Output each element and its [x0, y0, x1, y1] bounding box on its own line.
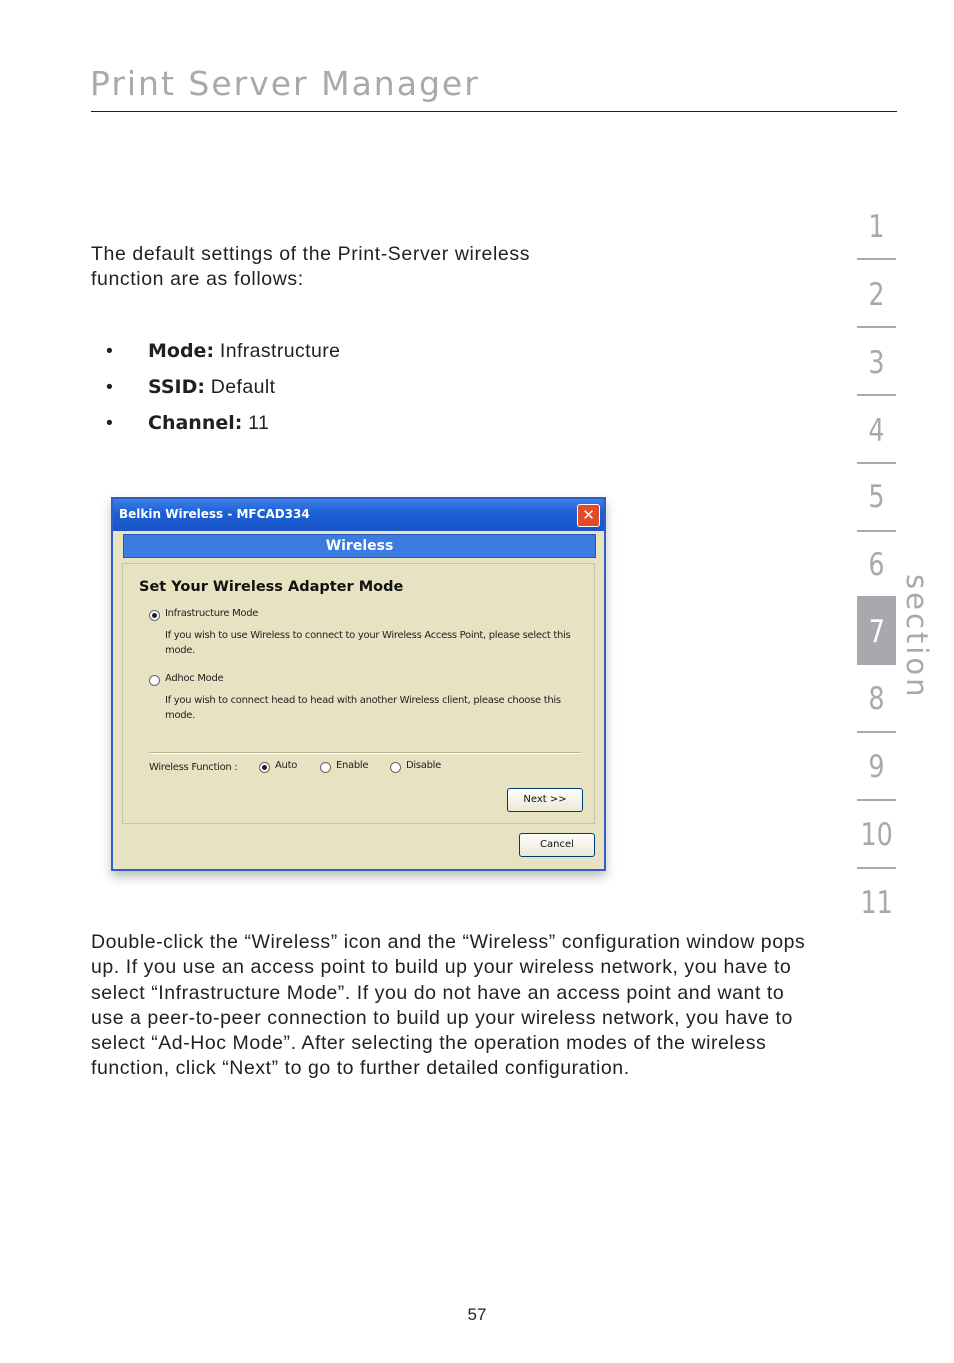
- section-nav-item-9[interactable]: 9: [868, 749, 885, 785]
- section-nav-item-6[interactable]: 6: [868, 547, 885, 583]
- section-nav-item-4[interactable]: 4: [868, 413, 885, 449]
- adhoc-mode-label: Adhoc Mode: [165, 673, 224, 684]
- section-label: section: [900, 574, 934, 700]
- section-nav-item-10[interactable]: 10: [860, 817, 893, 853]
- infrastructure-mode-label: Infrastructure Mode: [165, 608, 259, 619]
- dialog-banner: Wireless: [123, 534, 596, 558]
- header-rule: [91, 111, 897, 112]
- section-nav-item-5[interactable]: 5: [868, 479, 885, 515]
- section-nav-divider: [857, 258, 896, 260]
- dialog-titlebar: [113, 499, 604, 531]
- dialog-divider: [149, 752, 581, 754]
- section-nav-item-11[interactable]: 11: [860, 885, 893, 921]
- page-header-title: Print Server Manager: [90, 64, 480, 103]
- section-nav-divider: [857, 731, 896, 733]
- section-nav-divider: [857, 530, 896, 532]
- dialog-heading: Set Your Wireless Adapter Mode: [139, 579, 404, 595]
- body-paragraph: Double-click the “Wireless” icon and the “Wireless” configuration window pops up. If you use an access point to build up your wireless network, you have to select “Infrastructure Mode”. If you do not have an access point and want to use a peer-to-peer connection to build up your wireless network, you have to select “Ad-Hoc Mode”. After selecting the operation modes of the wireless function, click “Next” to go to further detailed configuration.: [91, 931, 806, 1080]
- wireless-function-auto-label: Auto: [275, 760, 298, 771]
- section-nav-divider: [857, 867, 896, 869]
- adhoc-mode-radio[interactable]: [149, 675, 160, 686]
- section-nav-item-3[interactable]: 3: [868, 345, 885, 381]
- wireless-function-enable-label: Enable: [336, 760, 369, 771]
- wireless-function-enable-radio[interactable]: [320, 762, 331, 773]
- setting-label: Channel:: [148, 412, 243, 434]
- wireless-function-disable-label: Disable: [406, 760, 441, 771]
- section-nav-divider: [857, 326, 896, 328]
- section-nav-item-7-active[interactable]: [857, 596, 896, 665]
- bullet-icon: •: [106, 412, 114, 434]
- bullet-icon: •: [106, 340, 114, 362]
- section-nav-item-2[interactable]: 2: [868, 277, 885, 313]
- intro-paragraph: The default settings of the Print-Server wireless function are as follows:: [91, 243, 531, 290]
- wireless-function-label: Wireless Function :: [149, 762, 238, 773]
- section-nav-divider: [857, 462, 896, 464]
- setting-value: Infrastructure: [219, 340, 341, 362]
- section-nav-item-8[interactable]: 8: [868, 681, 885, 717]
- wireless-function-disable-radio[interactable]: [390, 762, 401, 773]
- setting-value: Default: [210, 376, 276, 398]
- setting-label: SSID:: [148, 376, 205, 398]
- page-number: 57: [467, 1305, 487, 1324]
- section-nav-item-7-label: 7: [868, 614, 885, 650]
- infrastructure-mode-description: If you wish to use Wireless to connect to your Wireless Access Point, please select this mode.: [165, 630, 571, 656]
- wireless-function-auto-radio[interactable]: [259, 762, 270, 773]
- next-button[interactable]: Next >>: [507, 788, 583, 812]
- dialog-title: Belkin Wireless - MFCAD334: [119, 507, 310, 521]
- section-nav-divider: [857, 394, 896, 396]
- wireless-dialog-screenshot: [111, 497, 606, 871]
- infrastructure-mode-radio[interactable]: [149, 610, 160, 621]
- section-nav-divider: [857, 799, 896, 801]
- cancel-button[interactable]: Cancel: [519, 833, 595, 857]
- bullet-icon: •: [106, 376, 114, 398]
- close-icon[interactable]: ✕: [577, 504, 600, 527]
- adhoc-mode-description: If you wish to connect head to head with another Wireless client, please choose this mode.: [165, 695, 561, 721]
- setting-label: Mode:: [148, 340, 215, 362]
- section-nav-item-1[interactable]: 1: [868, 209, 885, 245]
- setting-value: 11: [248, 412, 270, 434]
